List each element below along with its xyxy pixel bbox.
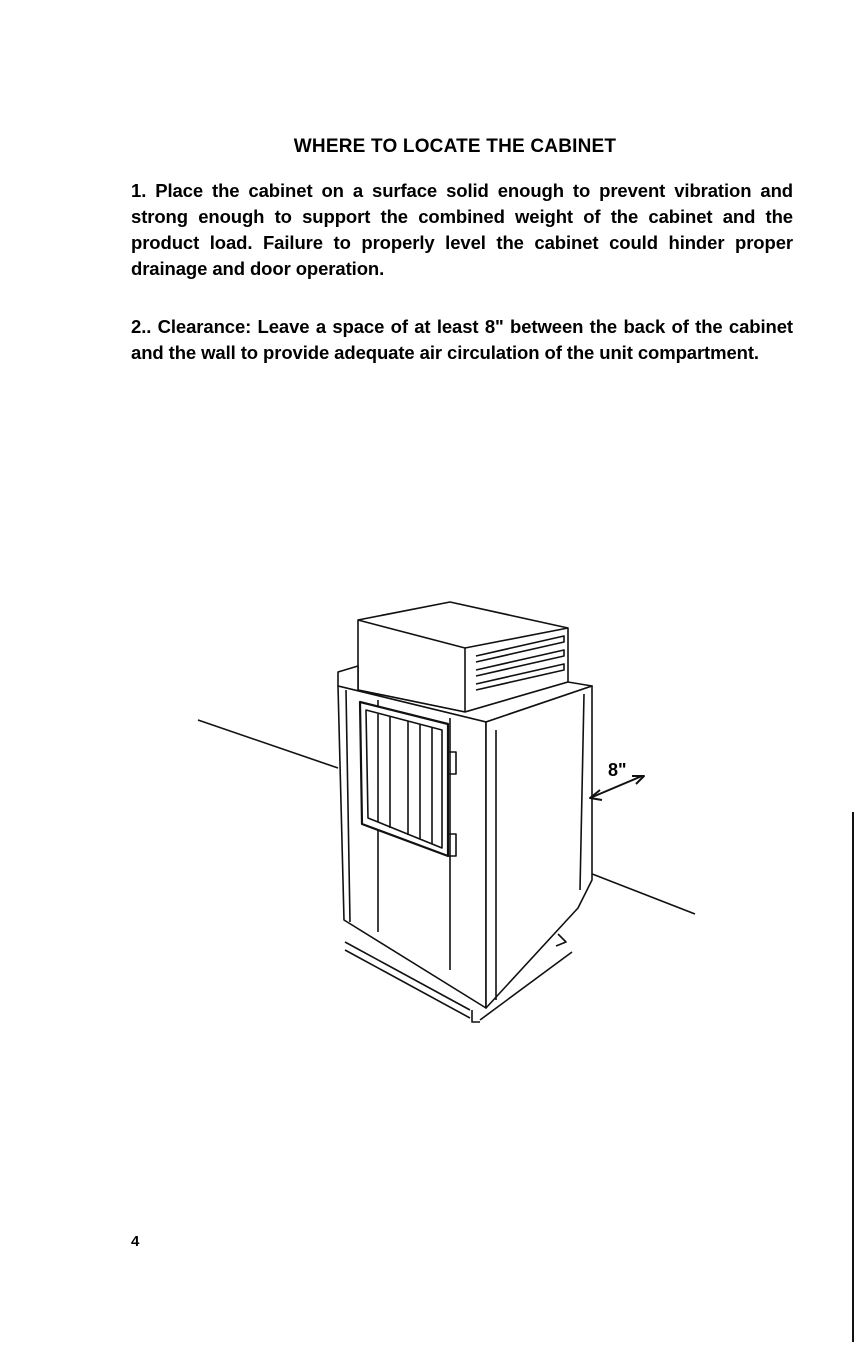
- instruction-paragraph-2: 2.. Clearance: Leave a space of at least 8" between the back of the cabinet and the wall to provide adequate air circulation of the unit compartment.: [131, 316, 793, 363]
- cabinet-illustration: [180, 590, 720, 1030]
- page-number: 4: [131, 1233, 140, 1250]
- wall-floor-line-left: [198, 720, 338, 768]
- page-edge-line: [852, 812, 854, 1342]
- section-title: WHERE TO LOCATE THE CABINET: [293, 136, 617, 157]
- clearance-label: 8": [608, 760, 627, 780]
- instruction-paragraph-1: 1. Place the cabinet on a surface solid enough to prevent vibration and strong enough to support the combined weight of the cabinet and the product load. Failure to properly level the cabinet could hinder proper drainage and door operation.: [131, 180, 793, 279]
- wall-floor-line-right: [582, 870, 695, 914]
